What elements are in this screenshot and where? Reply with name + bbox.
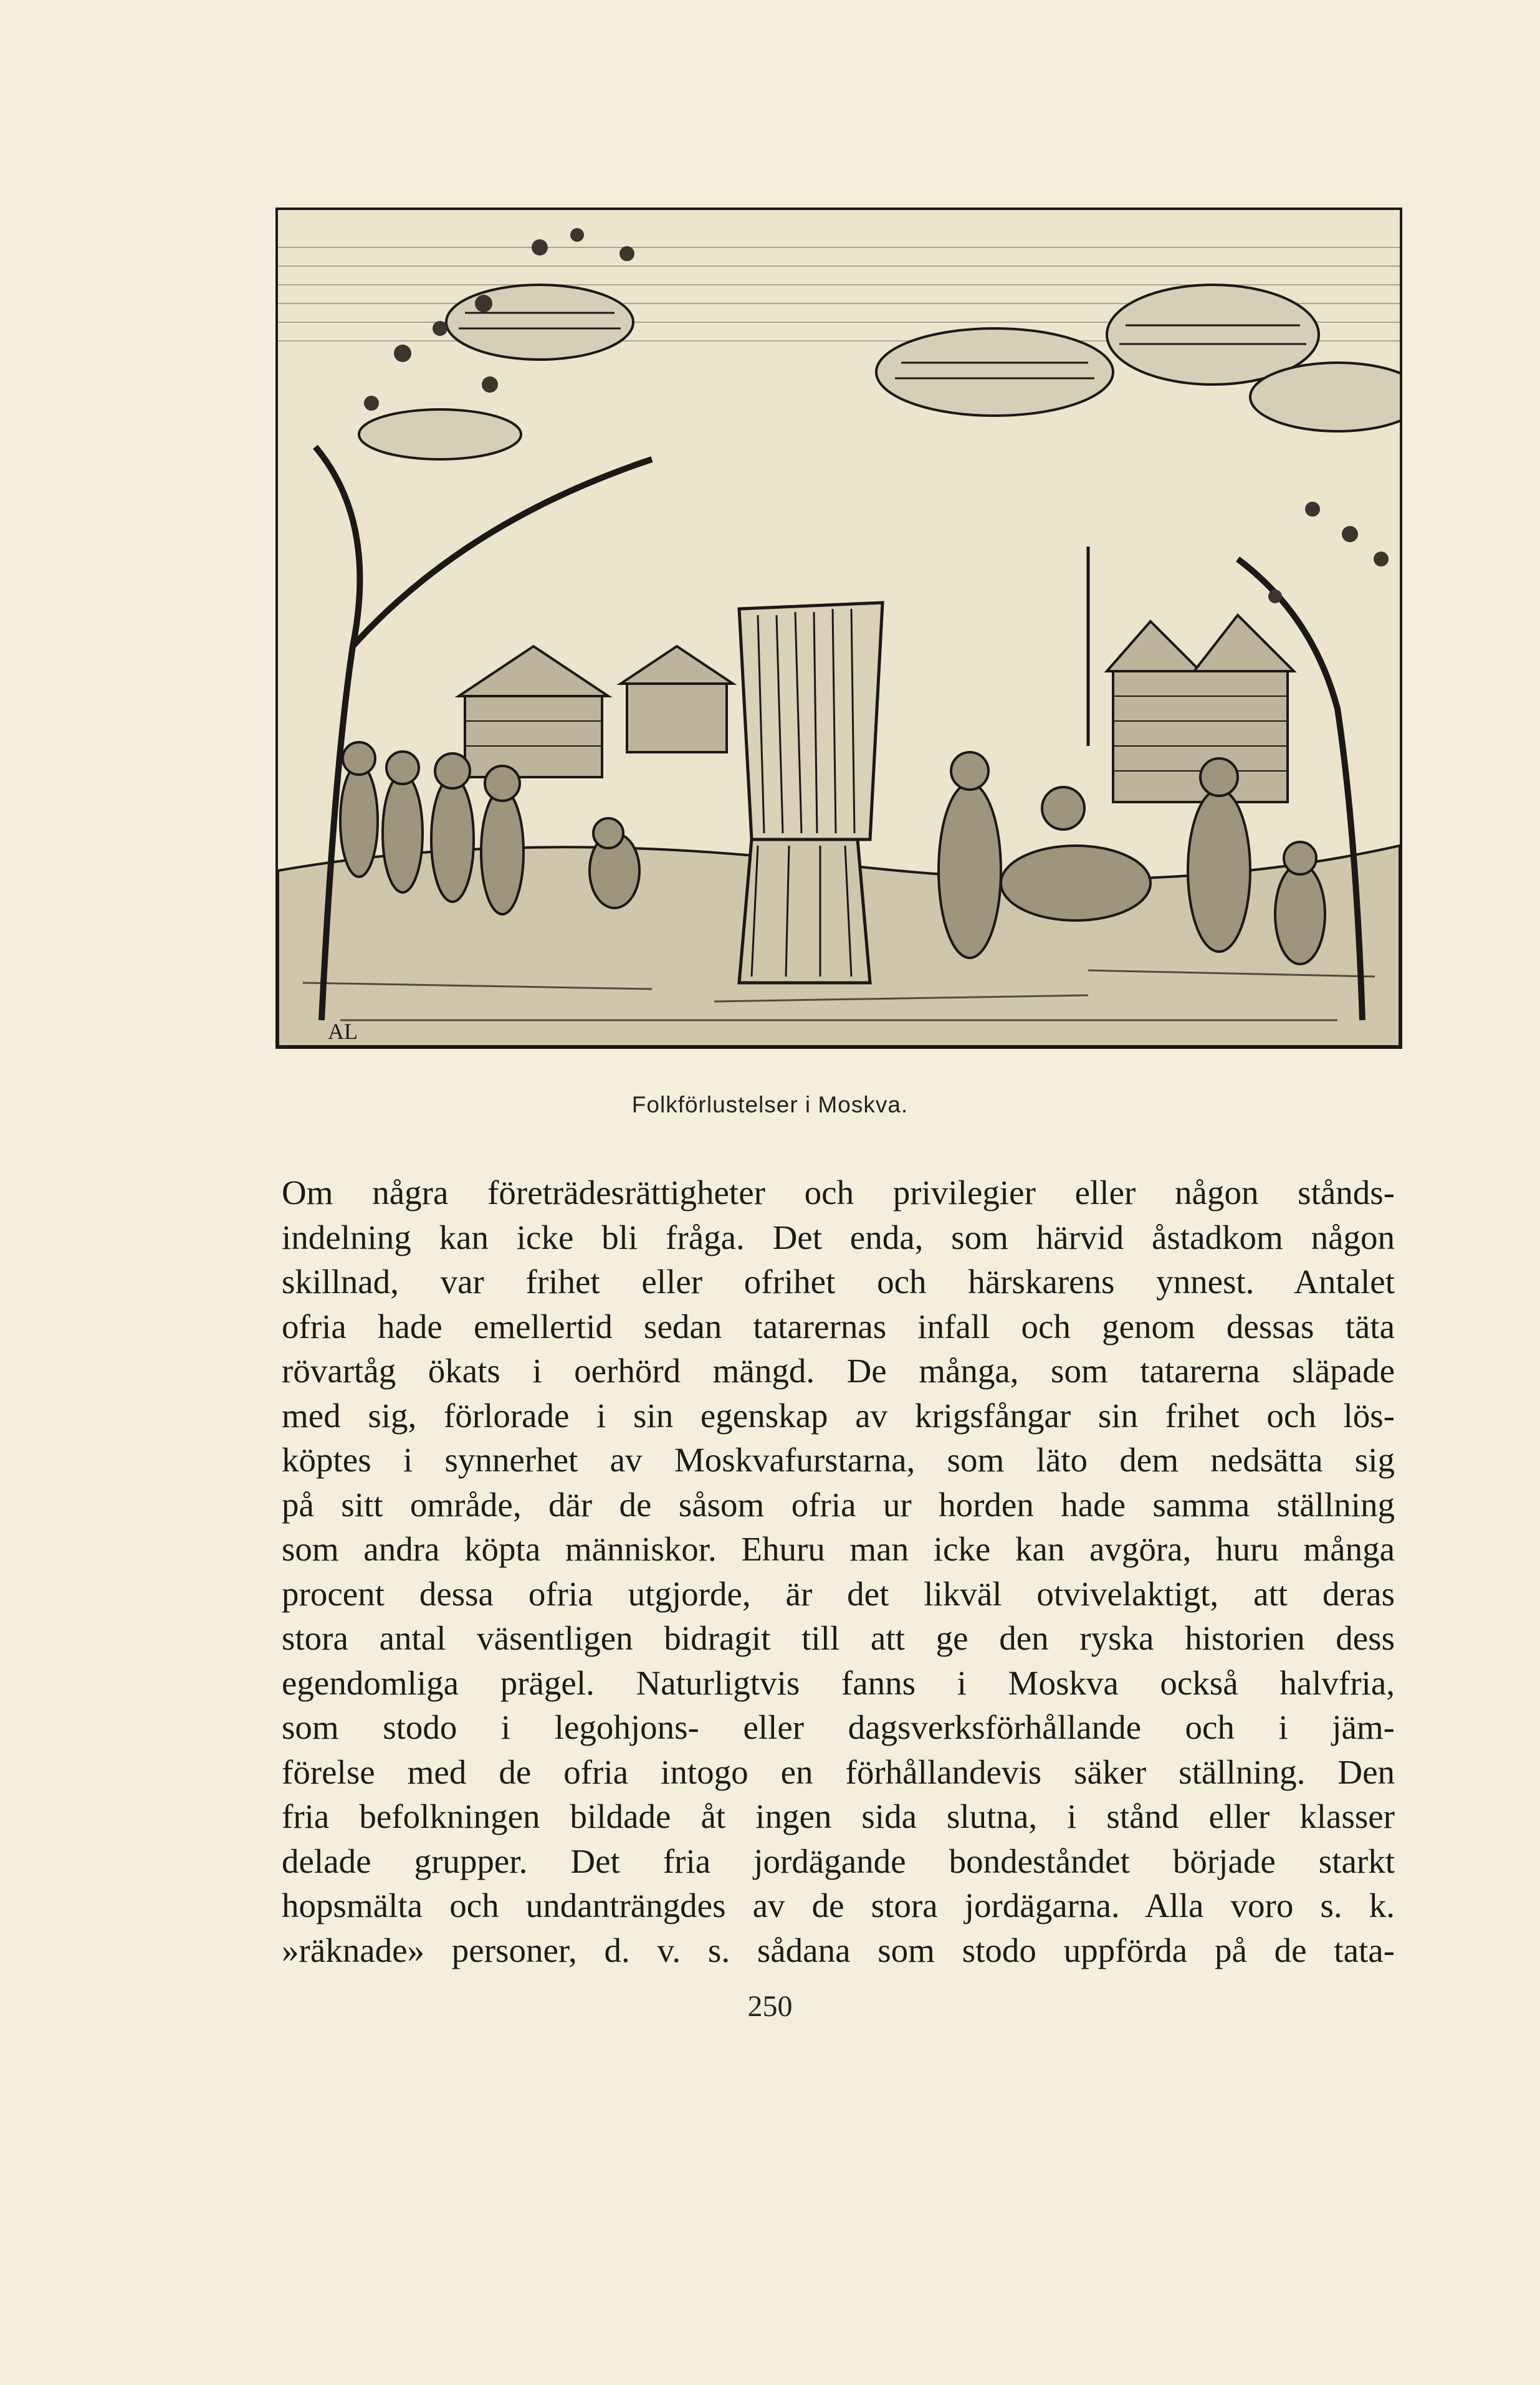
- text-line: som stodo i legohjons- eller dagsverksförhållande och i jäm-: [282, 1708, 1395, 1746]
- body-paragraph: [282, 1170, 1395, 1972]
- text-line: fria befolkningen bildade åt ingen sida slutna, i stånd eller klasser: [282, 1797, 1395, 1835]
- text-line: hopsmälta och undanträngdes av de stora jordägarna. Alla voro s. k.: [282, 1886, 1395, 1924]
- figure-caption: Folkförlustelser i Moskva.: [631, 1092, 909, 1117]
- text-line: skillnad, var frihet eller ofrihet och härskarens ynnest. Antalet: [282, 1263, 1395, 1301]
- engraver-signature: AL: [328, 1019, 358, 1044]
- text-line: på sitt område, där de såsom ofria ur horden hade samma ställning: [282, 1485, 1395, 1524]
- page-number: 250: [747, 1990, 793, 2023]
- text-line: ofria hade emellertid sedan tatarernas infall och genom dessas täta: [282, 1307, 1395, 1345]
- text-line: »räknade» personer, d. v. s. sådana som stodo uppförda på de tata-: [282, 1931, 1395, 1969]
- text-line: delade grupper. Det fria jordägande bondeståndet började starkt: [282, 1842, 1395, 1880]
- text-line: köptes i synnerhet av Moskvafurstarna, som läto dem nedsätta sig: [282, 1441, 1395, 1479]
- text-line: med sig, förlorade i sin egenskap av krigsfångar sin frihet och lös-: [282, 1396, 1395, 1435]
- text-line: procent dessa ofria utgjorde, är det likväl otvivelaktigt, att deras: [282, 1574, 1395, 1613]
- text-line: Om några företrädesrättigheter och privilegier eller någon stånds-: [282, 1173, 1395, 1212]
- text-line: indelning kan icke bli fråga. Det enda, som härvid åstadkom någon: [282, 1218, 1395, 1256]
- text-line: förelse med de ofria intogo en förhållandevis säker ställning. Den: [282, 1752, 1395, 1791]
- text-line: rövartåg ökats i oerhörd mängd. De många, som tatarerna släpade: [282, 1352, 1395, 1390]
- text-line: stora antal väsentligen bidragit till att ge den ryska historien dess: [282, 1619, 1395, 1657]
- engraving-illustration: [275, 208, 1402, 1049]
- text-line: egendomliga prägel. Naturligtvis fanns i Moskva också halvfria,: [282, 1663, 1395, 1702]
- text-line: som andra köpta människor. Ehuru man icke kan avgöra, huru många: [282, 1530, 1395, 1568]
- engraving-drawing: [278, 210, 1400, 1046]
